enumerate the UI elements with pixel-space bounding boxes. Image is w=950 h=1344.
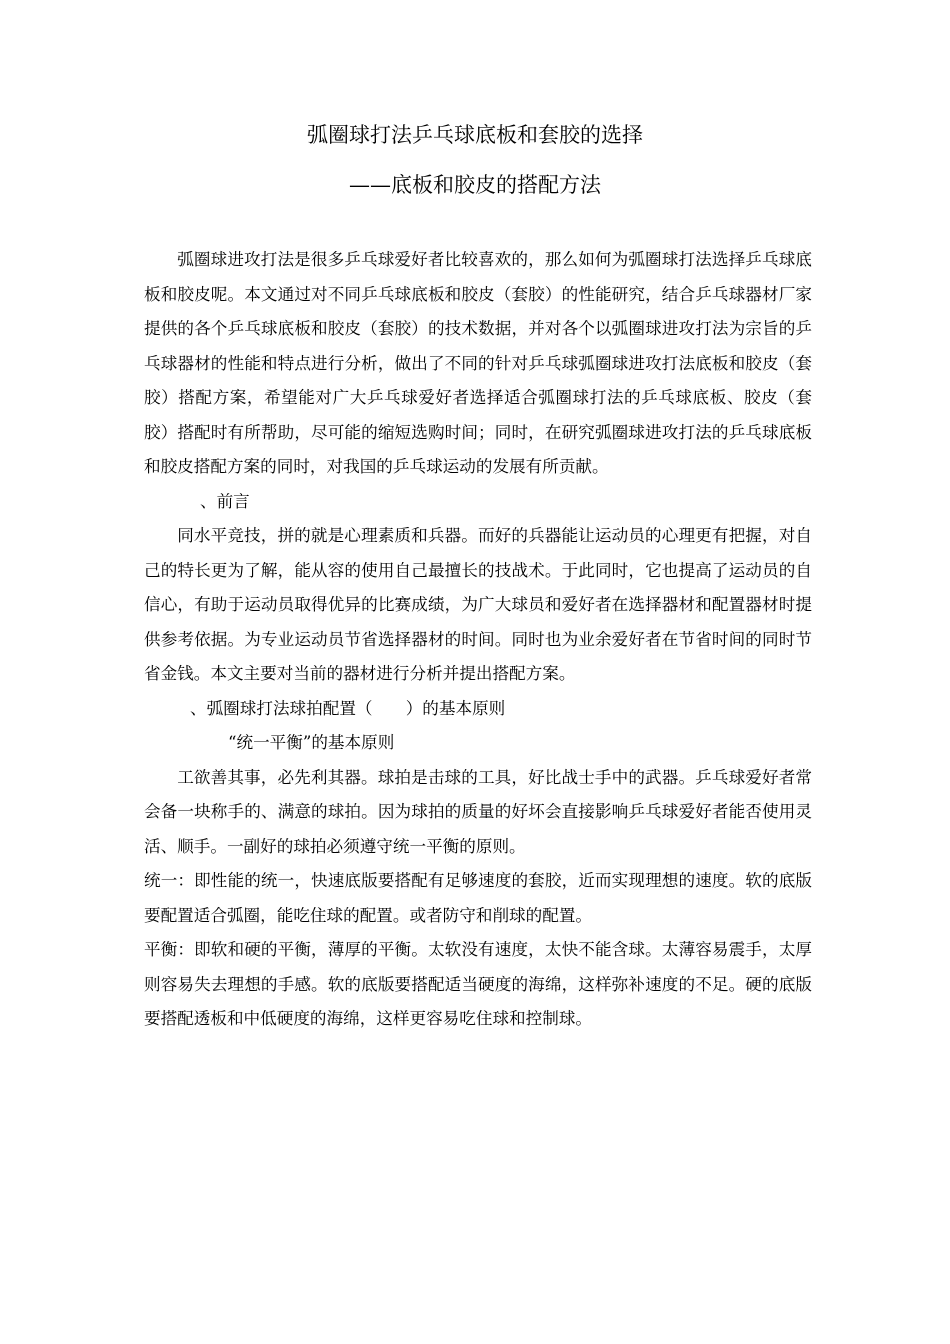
document-title: 弧圈球打法乒乓球底板和套胶的选择 bbox=[307, 123, 643, 147]
balance-paragraph: 平衡：即软和硬的平衡，薄厚的平衡。太软没有速度，太快不能含球。太薄容易震手，太厚则容易失去理想的手感。软的底版要搭配适当硬度的海绵，这样弥补速度的不足。硬的底版要搭配透板和中低硬度的海绵，这样更容易吃住球和控制球。 bbox=[144, 940, 812, 1028]
subsection-heading-balance: “统一平衡”的基本原则 bbox=[228, 733, 395, 752]
principles-paragraph: 工欲善其事，必先利其器。球拍是击球的工具，好比战士手中的武器。乒乓球爱好者常会备一块称手的、满意的球拍。因为球拍的质量的好坏会直接影响乒乓球爱好者能否使用灵活、顺手。一副好的球拍必须遵守统一平衡的原则。 bbox=[144, 767, 812, 856]
preface-paragraph: 同水平竞技，拼的就是心理素质和兵器。而好的兵器能让运动员的心理更有把握，对自己的特长更为了解，能从容的使用自己最擅长的技战术。于此同时，它也提高了运动员的自信心，有助于运动员取得优异的比赛成绩，为广大球员和爱好者在选择器材和配置器材时提供参考依据。为专业运动员节省选择器材的时间。同时也为业余爱好者在节省时间的同时节省金钱。本文主要对当前的器材进行分析并提出搭配方案。 bbox=[144, 526, 812, 683]
document-body bbox=[144, 243, 812, 1037]
section-heading-principles: 、弧圈球打法球拍配置（ ）的基本原则 bbox=[190, 698, 506, 718]
unity-paragraph: 统一：即性能的统一，快速底版要搭配有足够速度的套胶，近而实现理想的速度。软的底版要配置适合弧圈，能吃住球的配置。或者防守和削球的配置。 bbox=[144, 871, 812, 925]
document-subtitle: ——底板和胶皮的搭配方法 bbox=[349, 173, 601, 197]
section-heading-preface: 、前言 bbox=[200, 491, 250, 511]
abstract-paragraph: 弧圈球进攻打法是很多乒乓球爱好者比较喜欢的，那么如何为弧圈球打法选择乒乓球底板和胶皮呢。本文通过对不同乒乓球底板和胶皮（套胶）的性能研究，结合乒乓球器材厂家提供的各个乒乓球底板和胶皮（套胶）的技术数据，并对各个以弧圈球进攻打法为宗旨的乒乓球器材的性能和特点进行分析，做出了不同的针对乒乓球弧圈球进攻打法底板和胶皮（套胶）搭配方案，希望能对广大乒乓球爱好者选择适合弧圈球打法的乒乓球底板、胶皮（套胶）搭配时有所帮助，尽可能的缩短选购时间；同时，在研究弧圈球进攻打法的乒乓球底板和胶皮搭配方案的同时，对我国的乒乓球运动的发展有所贡献。 bbox=[144, 250, 812, 476]
